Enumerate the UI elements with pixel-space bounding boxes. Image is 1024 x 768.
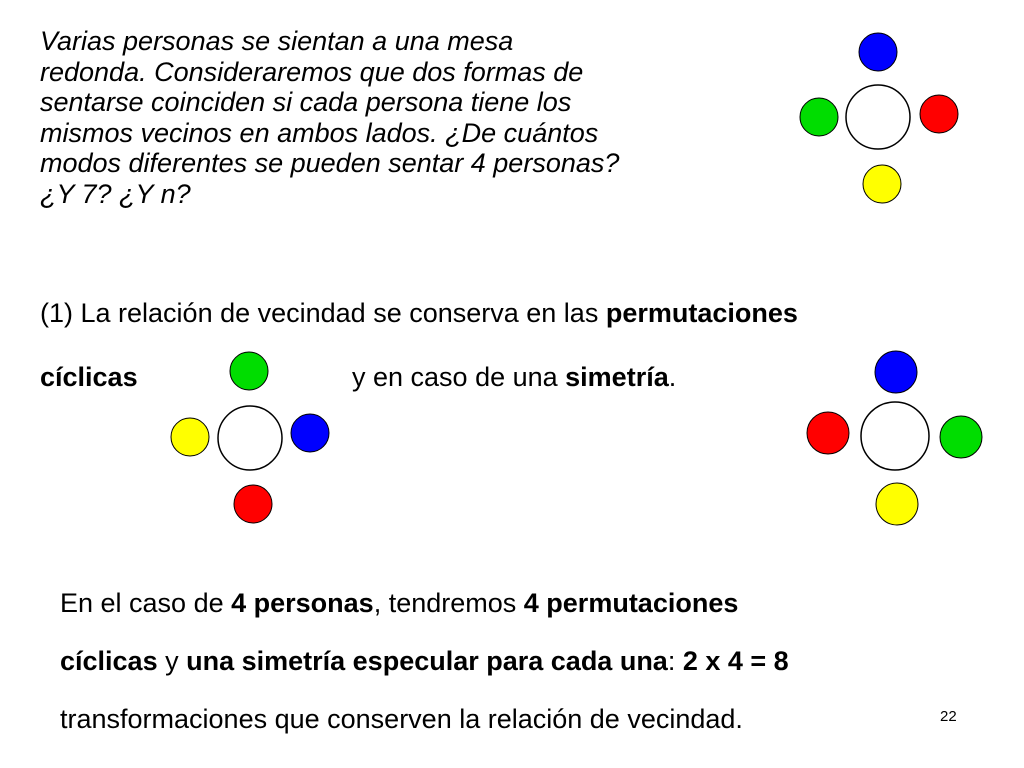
problem-line: mismos vecinos en ambos lados. ¿De cuántos xyxy=(40,117,599,148)
problem-line: modos diferentes se pueden sentar 4 personas? xyxy=(40,148,620,178)
conclusion-text: En el caso de xyxy=(60,588,232,618)
relation-text: (1) La relación de vecindad se conserva en las xyxy=(40,298,606,328)
relation-bold-permutaciones: permutaciones xyxy=(605,298,798,328)
seating-diagram-symmetry xyxy=(800,340,1000,530)
conclusion-line-1 xyxy=(60,585,1000,643)
problem-line: Varias personas se sientan a una mesa xyxy=(40,26,514,56)
relation-period: . xyxy=(668,362,677,392)
seat-left xyxy=(171,418,209,456)
seat-bottom xyxy=(863,165,901,203)
relation-bold-ciclicas: cíclicas xyxy=(40,362,138,392)
conclusion-text: : xyxy=(667,646,683,676)
seat-top xyxy=(230,352,268,390)
relation-line-2a xyxy=(40,362,138,393)
conclusion-bold: 2 x 4 = 8 xyxy=(682,646,789,676)
conclusion-bold: 4 personas xyxy=(231,588,374,618)
conclusion-line-2 xyxy=(60,643,1000,701)
conclusion-text: y xyxy=(157,646,187,676)
conclusion-bold: 4 permutaciones xyxy=(523,588,739,618)
table-circle xyxy=(846,85,910,149)
seat-top xyxy=(875,351,917,393)
conclusion-bold: cíclicas xyxy=(60,646,158,676)
relation-line-1 xyxy=(40,298,798,329)
seat-left xyxy=(807,412,849,454)
problem-statement xyxy=(40,26,800,209)
seating-diagram-cyclic xyxy=(160,340,340,530)
seat-right xyxy=(291,414,329,452)
page-number: 22 xyxy=(940,708,957,725)
seat-bottom xyxy=(876,483,918,525)
conclusion-line-3: transformaciones que conserven la relación de vecindad. xyxy=(60,704,743,734)
seat-bottom xyxy=(234,485,272,523)
seat-right xyxy=(940,416,982,458)
table-circle xyxy=(218,406,282,470)
seat-top xyxy=(859,33,897,71)
problem-line: redonda. Consideraremos que dos formas de xyxy=(40,56,584,87)
relation-bold-simetria: simetría xyxy=(565,362,669,392)
problem-line: sentarse coinciden si cada persona tiene los xyxy=(40,87,572,117)
problem-line: ¿Y 7? ¿Y n? xyxy=(40,178,191,209)
conclusion-bold: una simetría especular para cada una xyxy=(186,646,668,676)
conclusion-text: , tendremos xyxy=(373,588,524,618)
seat-left xyxy=(800,98,838,136)
relation-text: y en caso de una xyxy=(352,362,566,392)
conclusion xyxy=(60,585,1000,759)
table-circle xyxy=(861,402,929,470)
seating-diagram-original xyxy=(790,28,970,213)
relation-line-2b xyxy=(352,362,676,393)
seat-right xyxy=(920,95,958,133)
